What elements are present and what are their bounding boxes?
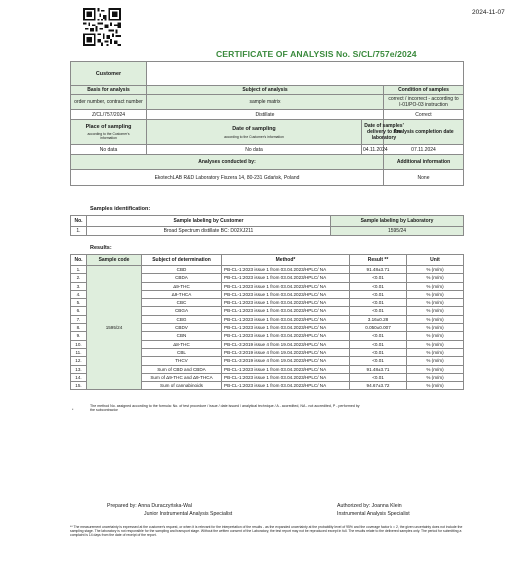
results-col-result: Result ** xyxy=(350,255,407,266)
date-sampling-label-cell xyxy=(147,120,362,145)
result-unit: % (m/m) xyxy=(407,373,464,381)
subject-sub: sample matrix xyxy=(147,95,384,110)
result-subject: CBN xyxy=(142,332,222,340)
certificate-info-table xyxy=(70,61,464,186)
certificate-title: CERTIFICATE OF ANALYSIS No. S/CL/757e/2024 xyxy=(216,49,417,59)
authorized-title: Instrumental Analysis Specialist xyxy=(337,511,410,518)
result-subject: Δ9-THCA xyxy=(142,290,222,298)
samples-row-no: 1. xyxy=(71,227,87,236)
result-unit: % (m/m) xyxy=(407,357,464,365)
result-no: 2. xyxy=(71,274,87,282)
samples-section-title: Samples identification: xyxy=(90,206,151,212)
results-col-unit: Unit xyxy=(407,255,464,266)
samples-table xyxy=(70,215,464,236)
date-sampling-sub: according to the Customer's information xyxy=(224,134,284,139)
result-unit: % (m/m) xyxy=(407,307,464,315)
completion-value: 07.11.2024 xyxy=(384,145,464,155)
authorized-label: Authorized by: xyxy=(337,503,371,509)
result-subject: Δ8-THC xyxy=(142,340,222,348)
qr-code xyxy=(83,8,121,46)
results-section-title: Results: xyxy=(90,245,112,251)
result-value: <0.01 xyxy=(350,282,407,290)
place-label-cell xyxy=(71,120,147,145)
samples-row-customer: Broad Spectrum distillate BC: D02XJ211 xyxy=(87,227,331,236)
result-subject: CBGA xyxy=(142,307,222,315)
result-value: <0.01 xyxy=(350,274,407,282)
date-sampling-label: Date of sampling xyxy=(232,125,276,132)
result-no: 13. xyxy=(71,365,87,373)
place-sub-line1: according to the Customer's xyxy=(87,132,130,136)
condition-label: Condition of samples xyxy=(384,86,464,95)
conducted-label: Analyses conducted by: xyxy=(71,155,384,170)
result-value: <0.01 xyxy=(350,332,407,340)
basis-sub: order number, contract number xyxy=(71,95,147,110)
condition-sub xyxy=(384,95,464,110)
result-subject: CBC xyxy=(142,299,222,307)
results-col-method: Method* xyxy=(222,255,350,266)
footnote-line2: the subcontractor xyxy=(90,408,118,413)
result-unit: % (m/m) xyxy=(407,340,464,348)
samples-row xyxy=(71,227,464,236)
result-method: PB-CL-1:2023 issue 1 from 03.04.2023/HPLC/ NA xyxy=(222,332,350,340)
result-unit: % (m/m) xyxy=(407,332,464,340)
result-value: 3.16±0.28 xyxy=(350,315,407,323)
result-no: 5. xyxy=(71,299,87,307)
result-no: 11. xyxy=(71,348,87,356)
authorized-name: Joanna Klein xyxy=(371,503,402,509)
place-label: Place of sampling xyxy=(85,124,132,130)
samples-row-lab: 1595/24 xyxy=(331,227,464,236)
result-value: <0.01 xyxy=(350,307,407,315)
condition-value: Correct xyxy=(384,110,464,120)
result-no: 14. xyxy=(71,373,87,381)
results-col-subject: Subject of determination xyxy=(142,255,222,266)
result-value: <0.01 xyxy=(350,290,407,298)
result-subject: CBL xyxy=(142,348,222,356)
result-method: PB-CL-1:2023 issue 1 from 03.04.2023/HPLC/ NA xyxy=(222,373,350,381)
prepared-name: Anna Duraczyńska-Wal xyxy=(137,503,192,509)
samples-col-lab: Sample labeling by Laboratory xyxy=(331,216,464,227)
result-value: <0.01 xyxy=(350,357,407,365)
results-col-no: No. xyxy=(71,255,87,266)
result-subject: CBDA xyxy=(142,274,222,282)
basis-value: Z/CL/757/2024 xyxy=(71,110,147,120)
result-unit: % (m/m) xyxy=(407,365,464,373)
prepared-block xyxy=(107,502,232,518)
footnote xyxy=(90,404,470,412)
authorized-block xyxy=(337,502,410,518)
result-no: 10. xyxy=(71,340,87,348)
place-value: No data xyxy=(71,145,147,155)
results-table xyxy=(70,254,464,390)
conducted-value: EkotechLAB R&D Laboratory Fiszera 14, 80-231 Gdańsk, Poland xyxy=(71,170,384,186)
customer-label: Customer xyxy=(71,62,147,86)
condition-sub-line2: I-01/PO-03 instruction xyxy=(399,102,448,108)
results-body xyxy=(71,266,464,390)
result-method: PB-CL-1:2023 issue 1 from 03.04.2023/HPLC/ NA xyxy=(222,274,350,282)
result-method: PB-CL-1:2023 issue 1 from 03.04.2023/HPLC/ NA xyxy=(222,266,350,274)
basis-label: Basis for analysis xyxy=(71,86,147,95)
result-unit: % (m/m) xyxy=(407,274,464,282)
additional-value: None xyxy=(384,170,464,186)
additional-label: Additional information xyxy=(384,155,464,170)
result-value: <0.01 xyxy=(350,340,407,348)
result-unit: % (m/m) xyxy=(407,282,464,290)
result-unit: % (m/m) xyxy=(407,315,464,323)
footnote-mark: * xyxy=(72,408,74,412)
delivery-value: 04.11.2024 xyxy=(363,146,388,153)
result-unit: % (m/m) xyxy=(407,299,464,307)
result-no: 3. xyxy=(71,282,87,290)
delivery-label-line3: laboratory xyxy=(371,135,397,141)
samples-col-no: No. xyxy=(71,216,87,227)
result-subject: Sum of CBD and CBDA xyxy=(142,365,222,373)
result-value: <0.01 xyxy=(350,348,407,356)
customer-value xyxy=(147,62,464,86)
result-value: 91.48±3.71 xyxy=(350,266,407,274)
result-method: PB-CL-1:2023 issue 1 from 03.04.2023/HPLC/ NA xyxy=(222,307,350,315)
result-subject: CBDV xyxy=(142,324,222,332)
result-value: 0.050±0.007 xyxy=(350,324,407,332)
footnote-line1: The method No. assigned according to the formula: No. of test procedure / issue / date issued / analytical technique / A - accredited, NA - not accredited, P - performed by xyxy=(90,404,360,408)
result-no: 8. xyxy=(71,324,87,332)
subject-value: Distillate xyxy=(147,110,384,120)
result-no: 7. xyxy=(71,315,87,323)
sample-code-cell: 1595/24 xyxy=(87,266,142,390)
result-no: 12. xyxy=(71,357,87,365)
result-subject: CBD xyxy=(142,266,222,274)
result-method: PB-CL-3:2019 issue 4 from 19.04.2023/HPLC/ NA xyxy=(222,348,350,356)
delivery-label-line1: Date of samples' xyxy=(364,123,404,129)
result-method: PB-CL-1:2023 issue 1 from 03.04.2023/HPLC/ NA xyxy=(222,324,350,332)
date-sampling-value: No data xyxy=(147,145,362,155)
result-subject: Δ9-THC xyxy=(142,282,222,290)
result-value: <0.01 xyxy=(350,299,407,307)
result-value: <0.01 xyxy=(350,373,407,381)
result-no: 15. xyxy=(71,382,87,390)
result-method: PB-CL-3:2019 issue 4 from 19.04.2023/HPLC/ NA xyxy=(222,357,350,365)
result-unit: % (m/m) xyxy=(407,266,464,274)
report-date: 2024-11-07 xyxy=(472,9,505,16)
result-method: PB-CL-1:2023 issue 1 from 03.04.2023/HPLC/ NA xyxy=(222,282,350,290)
result-no: 9. xyxy=(71,332,87,340)
result-unit: % (m/m) xyxy=(407,290,464,298)
result-unit: % (m/m) xyxy=(407,348,464,356)
results-row xyxy=(71,266,464,274)
results-col-code: Sample code xyxy=(87,255,142,266)
result-unit: % (m/m) xyxy=(407,382,464,390)
result-subject: THCV xyxy=(142,357,222,365)
samples-col-customer: Sample labeling by Customer xyxy=(87,216,331,227)
result-method: PB-CL-1:2023 issue 1 from 03.04.2023/HPLC/ NA xyxy=(222,382,350,390)
result-method: PB-CL-1:2023 issue 1 from 03.04.2023/HPLC/ NA xyxy=(222,299,350,307)
result-no: 4. xyxy=(71,290,87,298)
completion-label: Analysis completion date xyxy=(384,120,464,145)
result-subject: CBG xyxy=(142,315,222,323)
uncertainty-disclaimer: ** The measurement uncertainty is expressed at the customer's request, or when it is relevant for the interpretation of the results - as the expanded uncertainty at the probability level of 95% and the coverage factor k = 2, the given uncertainty does not include the sampling stage. The laboratory is not responsible for the sampling and transport stage. Without the written consent of the Laboratory, the test report may not be reproduced except in full. The results relate to the delivered samples only. The period for submitting a complaint is 14 days from the date of receipt of the report. xyxy=(70,525,463,538)
result-no: 6. xyxy=(71,307,87,315)
result-value: 94.67±3.72 xyxy=(350,382,407,390)
prepared-label: Prepared by: xyxy=(107,503,137,509)
result-method: PB-CL-1:2023 issue 1 from 03.04.2023/HPLC/ NA xyxy=(222,315,350,323)
result-subject: Sum of Δ9-THC and Δ9-THCA xyxy=(142,373,222,381)
delivery-label-line2: delivery to the xyxy=(367,129,401,135)
result-subject: Sum of cannabinoids xyxy=(142,382,222,390)
result-no: 1. xyxy=(71,266,87,274)
subject-label: Subject of analysis xyxy=(147,86,384,95)
result-value: 91.48±3.71 xyxy=(350,365,407,373)
result-method: PB-CL-1:2023 issue 1 from 03.04.2023/HPLC/ NA xyxy=(222,365,350,373)
place-sub-line2: information xyxy=(100,136,117,140)
result-unit: % (m/m) xyxy=(407,324,464,332)
prepared-title: Junior Instrumental Analysis Specialist xyxy=(144,511,233,518)
result-method: PB-CL-1:2023 issue 1 from 03.04.2023/HPLC/ NA xyxy=(222,290,350,298)
delivery-label-cell xyxy=(362,120,404,145)
condition-sub-line1: correct / incorrect - according to xyxy=(388,96,459,102)
result-method: PB-CL-3:2019 issue 4 from 19.04.2023/HPLC/ NA xyxy=(222,340,350,348)
